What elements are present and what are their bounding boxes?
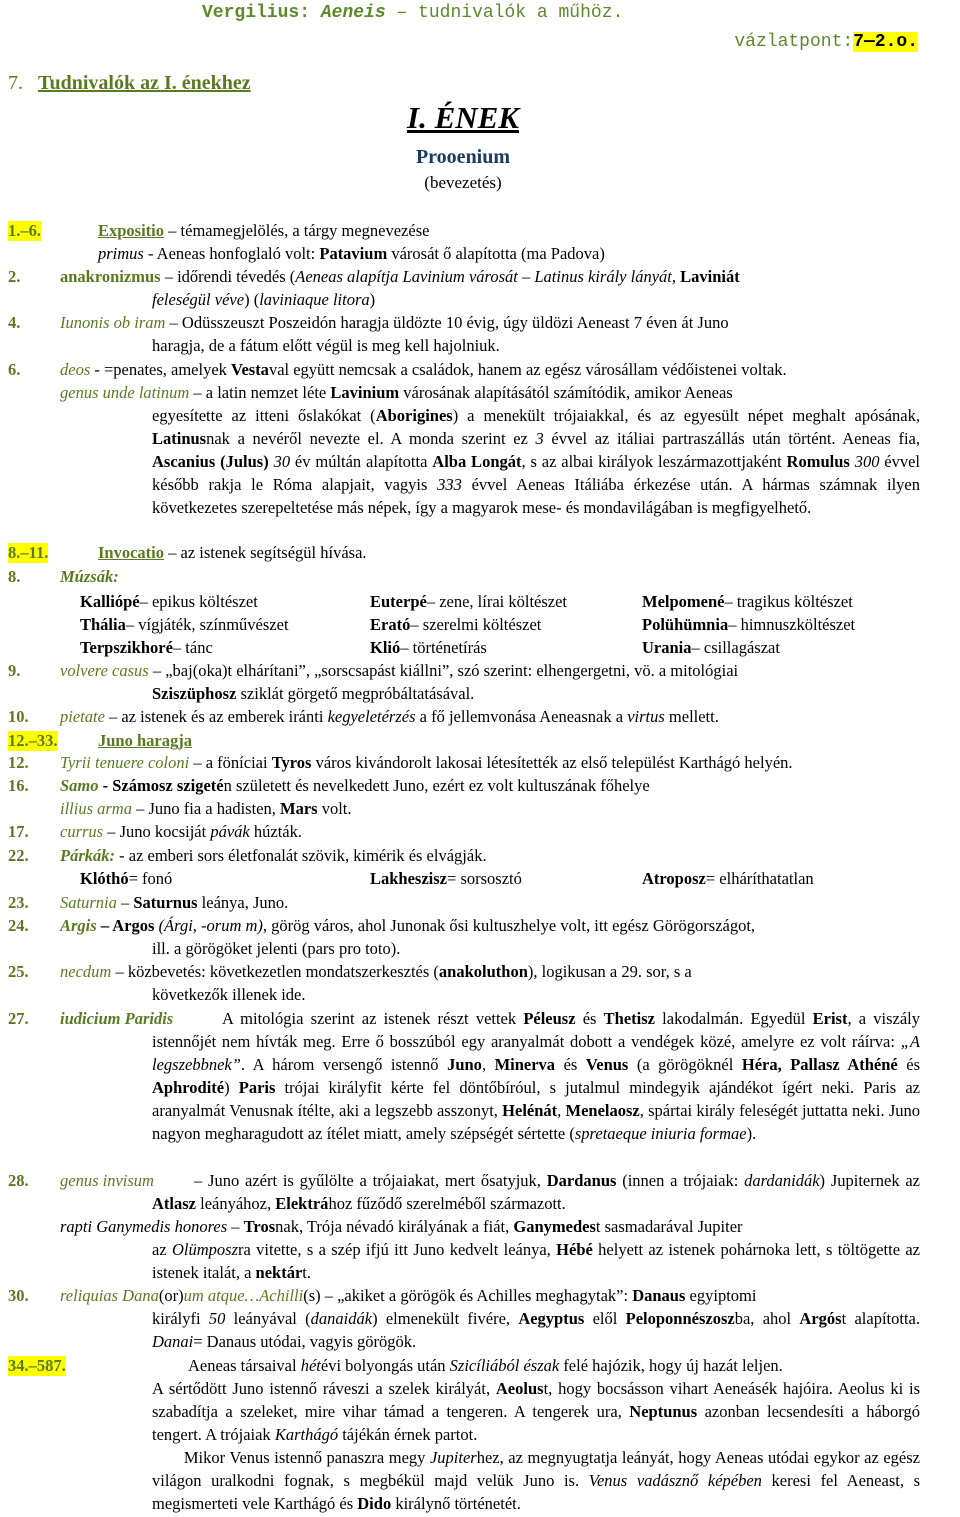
- muse-item: [80, 638, 213, 658]
- section-title: Tudnivalók az I. énekhez: [38, 72, 251, 94]
- entry-text: város kivándorolt lakosai létesítették az első települést Karthágó helyén.: [311, 753, 793, 772]
- italic-term: pávák: [210, 822, 250, 841]
- line-number: 16.: [8, 776, 29, 795]
- latin-term: Tyrii tenuere coloni: [60, 753, 190, 772]
- bold-term: Sziszüphosz: [152, 684, 237, 703]
- paragraph-genus: [152, 404, 920, 519]
- line-number: 8.: [8, 567, 21, 586]
- bold-term: – Argos: [96, 916, 155, 935]
- entry-invocatio: [98, 543, 367, 563]
- entry-text: –: [227, 1217, 244, 1236]
- line-number: 2.: [8, 267, 21, 286]
- muse-name: Kalliópé: [80, 592, 140, 611]
- bold-term: Ganymedes: [513, 1217, 596, 1236]
- entry-text: felé hajózik, hogy új hazát leljen.: [559, 1356, 783, 1375]
- term: Múzsák:: [60, 567, 119, 586]
- muse-item: [80, 615, 289, 635]
- entry-necdum-cont: következők illenek ide.: [152, 985, 306, 1004]
- entry-argis-cont: ill. a görögöket jelenti (pars pro toto).: [152, 939, 401, 958]
- latin-term: volvere casus: [60, 661, 149, 680]
- entry-necdum: [60, 962, 692, 982]
- latin-term: Iunonis ob iram: [60, 313, 166, 332]
- latin-term: reliquias Dana: [60, 1286, 159, 1305]
- entry-text: – Juno kocsiját: [103, 822, 211, 841]
- line-number: 12.: [8, 753, 29, 772]
- bold-term: Danaus: [632, 1286, 686, 1305]
- parka-desc: = sorsosztó: [447, 869, 522, 888]
- entry-deos: [60, 360, 787, 380]
- entry-text: Aeneas társaival: [188, 1356, 301, 1375]
- muse-desc: – tragikus költészet: [724, 592, 853, 611]
- paragraph-genus-invisum: [152, 1169, 920, 1215]
- term: Juno haragja: [98, 731, 192, 750]
- paragraph-ganymedes: [152, 1238, 920, 1284]
- line-number: 34.–587.: [8, 1356, 66, 1375]
- bold-term: Mars: [280, 799, 318, 818]
- muse-desc: – csillagászat: [691, 638, 780, 657]
- paragraph-text: – Juno azért is gyűlölte a trójaiakat, mert ősatyjuk, Dardanus (innen a trójaiak: dardanidák) Jupiternek az Atlasz leányához, Elektrához fűződő szerelméből származott.: [152, 1171, 921, 1213]
- paragraph-text: A sértődött Juno istennő ráveszi a szelek királyát, Aeolust, hogy bocsásson vihart Aeneásék hajóira. Aeolus ki is szabadítja a szeleket, mire vihar támad a tengeren. A tengerek ura, Neptunus azonban lecsendesíti a háborgó tengert. A trójaiak Karthágó tájékán érnek partot.: [152, 1379, 921, 1444]
- line-number: 28.: [8, 1171, 29, 1190]
- line-number: 6.: [8, 360, 21, 379]
- entry-anakronizmus: [60, 267, 740, 287]
- parka-name: Lakheszisz: [370, 869, 448, 888]
- paragraph-text: királyfi 50 leányával (danaidák) elmenekült fivére, Aegyptus elől Peloponnészoszba, ahol Argóst alapította. Danai= Danaus utódai, vagyis görögök.: [152, 1309, 920, 1351]
- entry-bolyongas: [188, 1356, 783, 1376]
- muse-desc: – tánc: [172, 638, 213, 657]
- muse-desc: – szerelmi költészet: [410, 615, 542, 634]
- italic-term: virtus: [627, 707, 665, 726]
- entry-text: –: [116, 893, 134, 912]
- muse-name: Euterpé: [370, 592, 427, 611]
- muse-name: Thália: [80, 615, 126, 634]
- bold-term: Tyros: [271, 753, 312, 772]
- muse-item: [642, 592, 853, 612]
- latin-term: Saturnia: [60, 893, 117, 912]
- paragraph-reliquias: [152, 1307, 920, 1353]
- section-heading: [8, 72, 251, 95]
- parka-item: [642, 869, 814, 889]
- entry-ganymedes: [60, 1217, 743, 1237]
- entry-pietate: [60, 707, 719, 727]
- entry-text: nak, Trója névadó királyának a fiát,: [275, 1217, 514, 1236]
- paragraph-venus: [152, 1446, 920, 1515]
- entry-text: n született és nevelkedett Juno, ezért ez volt kultuszának főhelye: [223, 776, 650, 795]
- entry-text: mellett.: [664, 707, 719, 726]
- italic-term: Szicíliából észak: [449, 1356, 560, 1375]
- entry-text: , görög város, ahol Junonak ősi kultuszhelye volt, itt egész Görögországot,: [262, 916, 756, 935]
- bold-term: Laviniát: [680, 267, 740, 286]
- term: Expositio: [98, 221, 165, 240]
- paragraph-iudicium: [152, 1007, 920, 1145]
- entry-text: – Odüsszeuszt Poszeidón haragja üldözte 10 évig, úgy üldözi Aeneast 7 éven át Juno: [165, 313, 729, 332]
- line-number: 9.: [8, 661, 21, 680]
- latin-term: genus unde latinum: [60, 383, 190, 402]
- page-subtitle-note: (bevezetés): [424, 173, 502, 192]
- paragraph-text: egyesítette az itteni őslakókat (Aborigines) a menekült trójaiakkal, és az egyesült népet meghalt apósának, Latinusnak a nevéről nevezte el. A monda szerint ez 3 évvel az itáliai partraszállás után történt. Aeneas fia, Ascanius (Julus) 30 év múltán alapította Alba Longát, s az albai királyok leszármazottjaként Romulus 300 évvel később rakja le Róma alapjait, vagyis 333 évvel Aeneas Itáliába érkezése után. A hármas számnak ilyen következetes szerepeltetése más népek, így a magyarok mese- és mondavilágában is megfigyelhető.: [152, 406, 921, 517]
- entry-volvere: [60, 661, 738, 681]
- outline-point: [734, 32, 918, 52]
- entry-text: - Aeneas honfoglaló volt:: [143, 244, 320, 263]
- parka-item: [80, 869, 173, 889]
- entry-text: – közbevetés: következetlen mondatszerkesztés (: [111, 962, 439, 981]
- entry-genus: [60, 383, 733, 403]
- entry-text: leánya, Juno.: [197, 893, 289, 912]
- line-number: 24.: [8, 916, 29, 935]
- entry-text: ), logikusan a 29. sor, s a: [527, 962, 692, 981]
- latin-term: Aeneas alapítja Lavinium városát – Latinus király lányát,: [295, 267, 681, 286]
- entry-reliquias: [60, 1286, 756, 1306]
- muse-item: [370, 638, 487, 658]
- parka-name: Atroposz: [642, 869, 706, 888]
- line-number: 25.: [8, 962, 29, 981]
- latin-term: laviniaque litora: [259, 290, 370, 309]
- bold-term: Saturnus: [133, 893, 198, 912]
- italic-term: hét: [300, 1356, 321, 1375]
- line-number: 30.: [8, 1286, 29, 1305]
- muses-heading: [60, 567, 119, 587]
- term: Invocatio: [98, 543, 164, 562]
- page-title: I. ÉNEK: [407, 100, 519, 135]
- entry-tyrii: [60, 753, 793, 773]
- header-rest: – tudnivalók a műhöz.: [385, 3, 624, 23]
- entry-text: - az emberi sors életfonalát szövik, kimérik és elvágják.: [115, 846, 487, 865]
- muse-name: Erató: [370, 615, 411, 634]
- entry-text: ): [369, 290, 376, 309]
- latin-term: rapti Ganymedis honores: [60, 1217, 228, 1236]
- muse-desc: – vígjáték, színművészet: [125, 615, 289, 634]
- entry-text: volt.: [317, 799, 352, 818]
- muse-name: Polühümnia: [642, 615, 729, 634]
- entry-expositio: [98, 221, 429, 241]
- parka-item: [370, 869, 522, 889]
- muse-item: [80, 592, 258, 612]
- document-header: [202, 3, 623, 23]
- muse-desc: – zene, lírai költészet: [426, 592, 568, 611]
- line-number: 4.: [8, 313, 21, 332]
- latin-term: feleségül véve: [152, 290, 245, 309]
- latin-term: Samo: [60, 776, 99, 795]
- paragraph-text: az Olümposzra vitette, s a szép ifjú itt Juno kedvelt leánya, Hébé helyett az istenek pohárnoka lett, s töltögette az istenek italát, a nektárt.: [152, 1240, 920, 1282]
- muse-desc: – történetírás: [400, 638, 487, 657]
- entry-text: évi bolyongás után: [320, 1356, 450, 1375]
- section-number: 7.: [8, 72, 23, 94]
- bold-term: Patavium: [319, 244, 388, 263]
- bold-term: Tros: [243, 1217, 276, 1236]
- entry-primus: [98, 244, 605, 264]
- outline-label: vázlatpont:: [734, 32, 854, 52]
- paragraph-vihar: [152, 1377, 920, 1446]
- latin-term: iudicium Paridis: [60, 1009, 174, 1028]
- section-juno: [98, 731, 192, 751]
- entry-iunonis: [60, 313, 729, 333]
- line-number: 1.–6.: [8, 221, 41, 240]
- paragraph-text: Mikor Venus istennő panaszra megy Jupiterhez, az megnyugtatja leányát, hogy Aeneas utódai egykor az egész világon uralkodni fognak, s megbékül majd velük Juno is. Venus vadásznő képében keresi fel Aeneast, s megismerteti vele Karthágó és Dido királynő történetét.: [152, 1448, 920, 1513]
- muse-item: [642, 615, 856, 635]
- header-colon: :: [299, 3, 311, 23]
- entry-text: sziklát görgető megpróbáltatásával.: [236, 684, 475, 703]
- entry-illius: [60, 799, 352, 819]
- entry-text: egyiptomi: [685, 1286, 757, 1305]
- entry-currus: [60, 822, 302, 842]
- muse-name: Klió: [370, 638, 401, 657]
- latin-term: currus: [60, 822, 104, 841]
- entry-anakronizmus-cont: [152, 290, 375, 310]
- entry-volvere-cont: [152, 684, 474, 704]
- line-number: 23.: [8, 893, 29, 912]
- line-number: 27.: [8, 1009, 29, 1028]
- entry-text: húzták.: [249, 822, 302, 841]
- latin-term: deos: [60, 360, 91, 379]
- bold-term: Vesta: [231, 360, 269, 379]
- parka-desc: = elháríthatatlan: [705, 869, 814, 888]
- latin-term: primus: [98, 244, 144, 263]
- header-work: Aeneis: [320, 3, 386, 23]
- latin-term: Párkák:: [60, 846, 115, 865]
- entry-text: – az istenek és az emberek iránti: [104, 707, 328, 726]
- latin-term: Argis: [60, 916, 97, 935]
- entry-text: városának alapításától számítódik, amikor Aeneas: [399, 383, 733, 402]
- entry-text: a fő jellemvonása Aeneasnak a: [415, 707, 628, 726]
- line-number: 10.: [8, 707, 29, 726]
- latin-term: illius arma: [60, 799, 132, 818]
- outline-value: 7—2.o.: [853, 32, 918, 52]
- parka-name: Klóthó: [80, 869, 129, 888]
- entry-text: – időrendi tévedés (: [160, 267, 296, 286]
- entry-text: – Juno fia a hadisten,: [131, 799, 280, 818]
- muse-desc: – himnuszköltészet: [728, 615, 856, 634]
- latin-term: necdum: [60, 962, 112, 981]
- muse-item: [642, 638, 780, 658]
- line-number: 22.: [8, 846, 29, 865]
- muse-item: [370, 592, 568, 612]
- muse-name: Urania: [642, 638, 692, 657]
- entry-saturnia: [60, 893, 288, 913]
- entry-genus-invisum: [60, 1171, 154, 1191]
- line-number: 12.–33.: [8, 731, 58, 750]
- line-number: 8.–11.: [8, 543, 49, 562]
- parka-desc: = fonó: [128, 869, 173, 888]
- muse-name: Melpomené: [642, 592, 725, 611]
- muse-desc: – epikus költészet: [139, 592, 258, 611]
- latin-term: um atque…Achilli: [183, 1286, 304, 1305]
- latin-term: genus invisum: [60, 1171, 154, 1190]
- line-number: 17.: [8, 822, 29, 841]
- entry-text: val együtt nemcsak a családok, hanem az egész városállam védőistenei voltak.: [268, 360, 787, 379]
- header-author: Vergilius: [202, 3, 300, 23]
- entry-text: t sasmadarával Jupiter: [595, 1217, 743, 1236]
- entry-text: – témamegjelölés, a tárgy megnevezése: [164, 221, 430, 240]
- bold-term: Lavinium: [330, 383, 400, 402]
- page-subtitle: Prooenium: [415, 146, 511, 168]
- muse-item: [370, 615, 542, 635]
- entry-text: – az istenek segítségül hívása.: [164, 543, 367, 562]
- muse-name: Terpszikhoré: [80, 638, 173, 657]
- entry-parkak: [60, 846, 487, 866]
- italic-term: (Árgi, -orum m): [154, 916, 263, 935]
- bold-term: anakoluthon: [438, 962, 528, 981]
- term: anakronizmus: [60, 267, 161, 286]
- paragraph-text: A mitológia szerint az istenek részt vettek Péleusz és Thetisz lakodalmán. Egyedül Erist, a viszály istennőjét nem hívták meg. Erre ő bosszúból egy aranyalmát dobott a vendégek közé, amelyre ez volt ráírva: „A legszebbnek”. A három versengő istennő Juno, Minerva és Venus (a görögöknél Héra, Pallasz Athéné és Aphrodité) Paris trójai királyfit kérte fel döntőbíróul, s jutalmul mindegyik ajándékot ígért neki. Paris az aranyalmát Venusnak ítélte, aki a legszebb asszonyt, Helénát, Menelaosz, spártai király feleségét juttatta neki. Juno nagyon megharagudott az ítélet miatt, amely szépségét sértette (spretaeque iniuria formae).: [152, 1009, 921, 1143]
- latin-term: pietate: [60, 707, 105, 726]
- entry-argis: [60, 916, 755, 936]
- entry-text: - =penates, amelyek: [90, 360, 232, 379]
- entry-text: városát ő alapította (ma Padova): [387, 244, 605, 263]
- entry-text: (or): [158, 1286, 184, 1305]
- entry-iunonis-cont: haragja, de a fátum előtt végül is meg kell hajolniuk.: [152, 336, 500, 355]
- entry-samo: [60, 776, 650, 796]
- entry-text: – a latin nemzet léte: [189, 383, 331, 402]
- entry-text: – „baj(oka)t elhárítani”, „sorscsapást kiállni”, szó szerint: elhengergetni, vö. a mitológiai: [148, 661, 739, 680]
- entry-text: ) (: [244, 290, 260, 309]
- entry-text: (s) – „akiket a görögök és Achilles meghagytak”:: [303, 1286, 633, 1305]
- italic-term: kegyeletérzés: [327, 707, 416, 726]
- entry-text: – a föníciai: [189, 753, 272, 772]
- bold-term: - Számosz szigeté: [98, 776, 224, 795]
